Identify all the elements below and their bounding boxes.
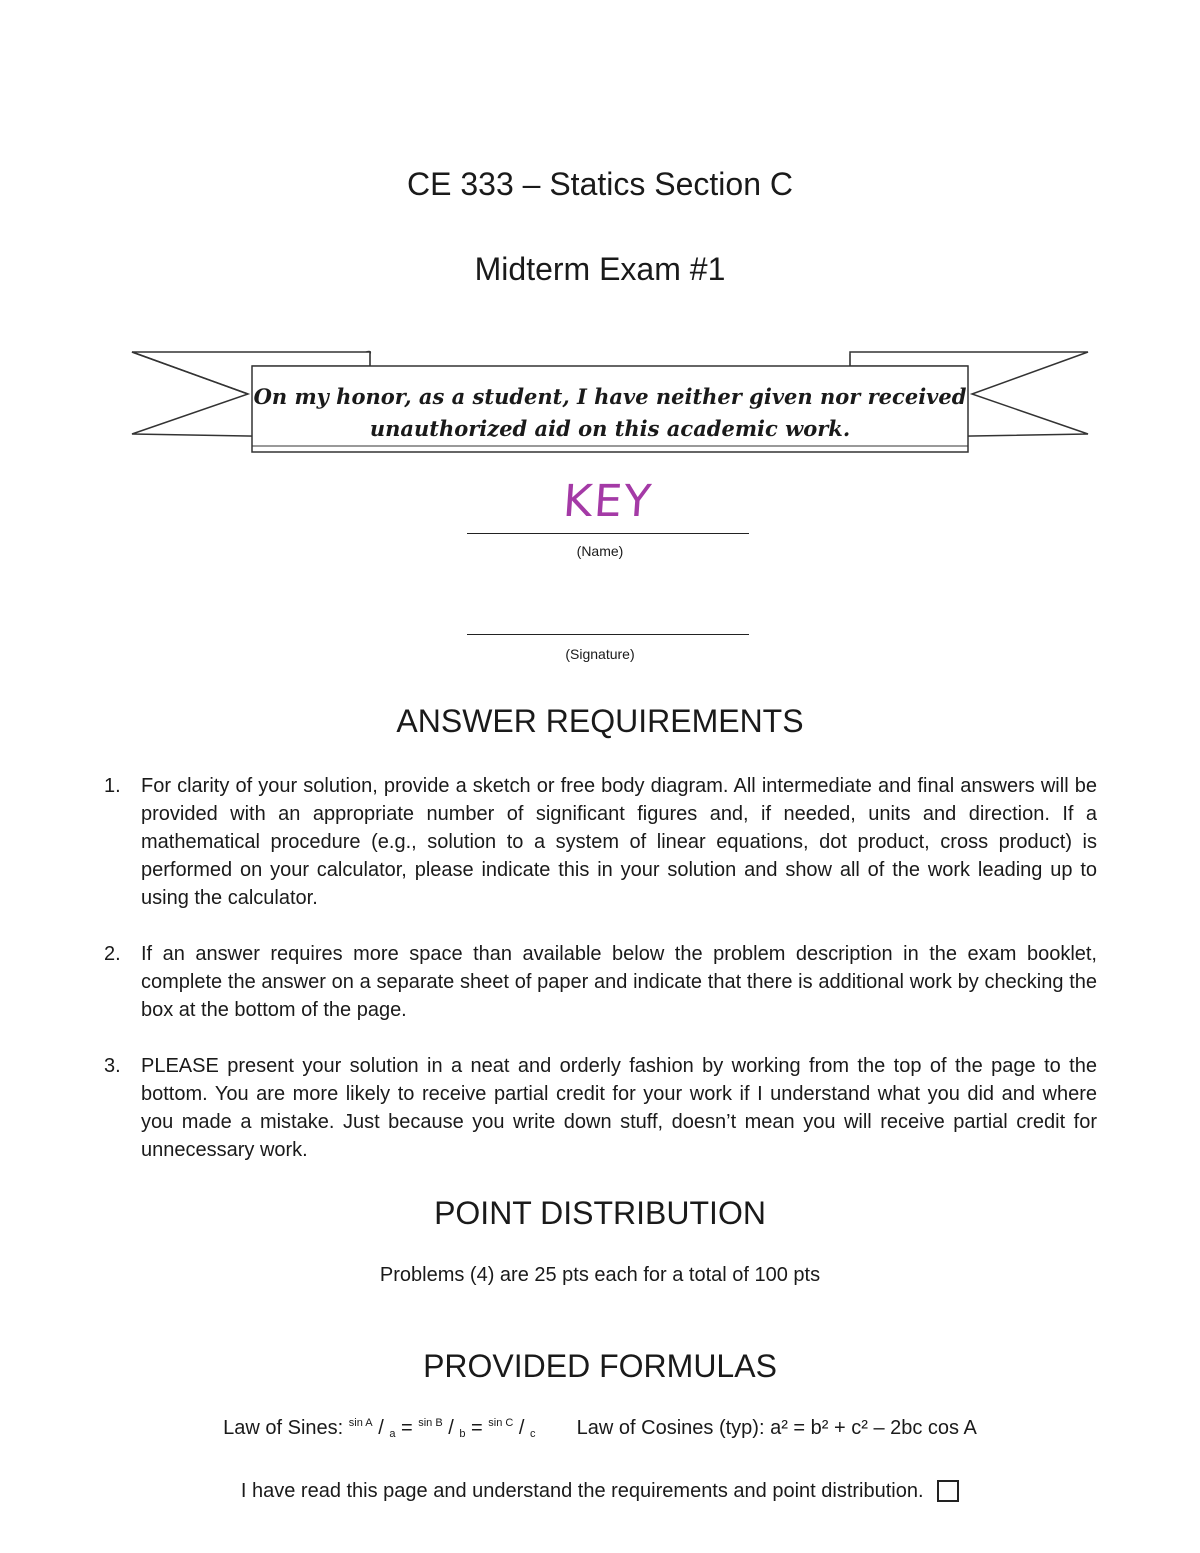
formulas-line: Law of Sines: $^{sin A}$ / $_a$ = $^{sin B}$ / $_b$ = $^{sin C}$ / $_c$ Law of Cosines (typ): a² = b² + c² – 2bc cos A (223, 1417, 977, 1440)
list-item-text: If an answer requires more space than available below the problem description in the exam booklet, complete the answer on a separate sheet of paper and indicate that there is additional work by checking the box at the bottom of the page. (141, 943, 1097, 1021)
answer-requirements-heading: ANSWER REQUIREMENTS (396, 703, 804, 739)
honor-line-2: unauthorized aid on this academic work. (369, 416, 851, 441)
exam-title: CE 333 – Statics Section C (407, 166, 793, 202)
acknowledgement-row (0, 1480, 1200, 1503)
honor-statement (252, 381, 968, 445)
law-of-cosines-label: Law of Cosines (typ): (576, 1417, 765, 1439)
requirements-list (100, 772, 1097, 1192)
side-c-term: c (530, 1428, 536, 1440)
name-input-line[interactable] (467, 533, 749, 534)
list-item (100, 1052, 1097, 1164)
list-item (100, 772, 1097, 912)
acknowledgement-checkbox[interactable] (937, 1480, 959, 1502)
point-distribution-heading: POINT DISTRIBUTION (434, 1195, 766, 1231)
exam-subtitle: Midterm Exam #1 (474, 251, 726, 287)
list-item-text: PLEASE present your solution in a neat and orderly fashion by working from the top of the page to the bottom. You are more likely to receive partial credit for your work if I understand what you did and where you made a mistake. Just because you write down stuff, doesn’t mean you will receive partial credit for unnecessary work. (141, 1055, 1097, 1161)
provided-formulas-heading: PROVIDED FORMULAS (423, 1348, 777, 1384)
list-item-text: For clarity of your solution, provide a sketch or free body diagram. All intermediate and final answers will be provided with an appropriate number of significant figures and, if needed, units and direction. If a mathematical procedure (e.g., solution to a system of linear equations, dot product, cross product) is performed on your calculator, please indicate this in your solution and show all of the work leading up to using the calculator. (141, 775, 1097, 909)
sin-c-term: sin C (488, 1417, 514, 1429)
side-a-term: a (389, 1428, 396, 1440)
sin-b-term: sin B (418, 1417, 443, 1429)
list-item-number: 3. (104, 1055, 121, 1077)
list-item-number: 1. (104, 775, 121, 797)
signature-caption: (Signature) (565, 646, 635, 662)
name-caption: (Name) (576, 543, 624, 559)
side-b-term: b (459, 1428, 466, 1440)
list-item-number: 2. (104, 943, 121, 965)
honor-line-1: On my honor, as a student, I have neither given nor received (253, 384, 967, 409)
point-distribution-text: Problems (4) are 25 pts each for a total of 100 pts (379, 1264, 821, 1286)
name-handwritten-value: KEY (561, 476, 655, 527)
list-item (100, 940, 1097, 1024)
sin-a-term: sin A (348, 1417, 373, 1429)
law-of-sines-label: Law of Sines: (223, 1417, 344, 1439)
law-of-cosines-formula: a² = b² + c² – 2bc cos A (770, 1417, 977, 1439)
acknowledgement-text: I have read this page and understand the requirements and point distribution. (240, 1480, 924, 1502)
signature-input-line[interactable] (467, 634, 749, 635)
